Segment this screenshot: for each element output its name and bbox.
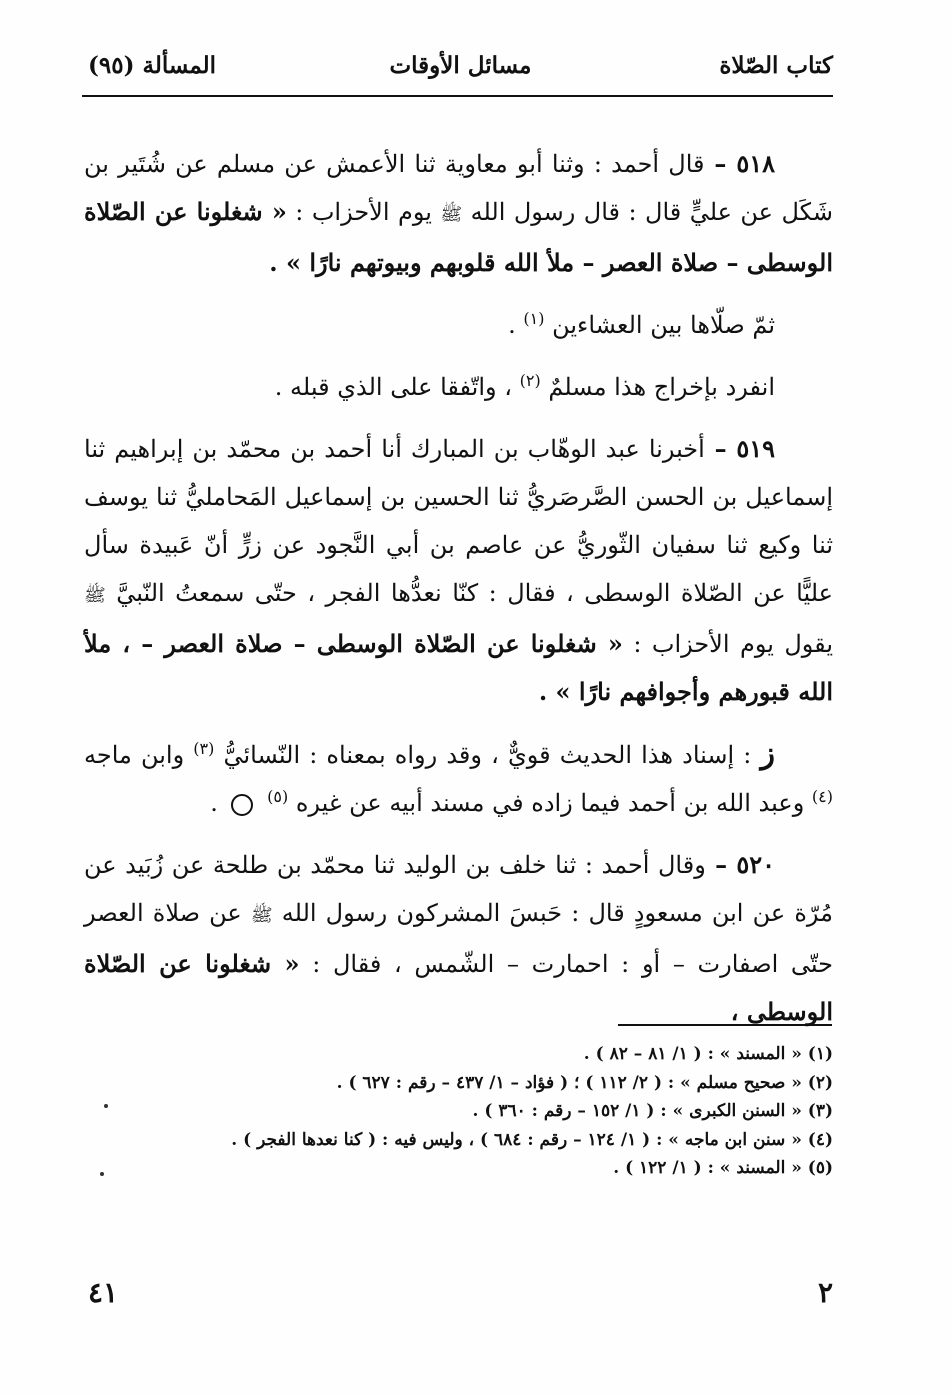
hadith-number: ٥٢٠ –: [705, 850, 775, 879]
hadith-quote: « شغلونا عن الصّلاة الوسطى – صلاة العصر – ملأ الله قلوبهم وبيوتهم نارًا » .: [84, 197, 833, 277]
footnote-ref: (٥): [267, 787, 289, 806]
hadith-text: يوم الأحزاب :: [286, 198, 441, 226]
comment-text: ثمّ صلّاها بين العشاءين: [552, 311, 775, 339]
scan-speck: [100, 1172, 104, 1176]
footnote-1: (١) « المسند » : ( ١/ ٨١ – ٨٢ ) .: [583, 1044, 833, 1064]
paragraph-519: [84, 425, 833, 716]
paragraph-520: [84, 841, 833, 1036]
footnote-5: (٥) « المسند » : ( ١/ ١٢٢ ) .: [613, 1158, 833, 1178]
comment-end: ، واتّفقا على الذي قبله .: [274, 373, 520, 401]
zawaid-mark: ز: [760, 736, 775, 771]
issue-number: المسألة (٩٥): [88, 52, 217, 79]
scan-speck: [104, 1104, 108, 1108]
paragraph-518: [84, 140, 833, 287]
hadith-quote: « شغلونا عن الصّلاة الوسطى ،: [84, 949, 833, 1026]
running-header: [88, 48, 833, 90]
footnote-3: (٣) « السنن الكبرى » : ( ١/ ١٥٢ – رقم : ٣٦٠ ) .: [472, 1101, 833, 1121]
footnote-ref: (٣): [193, 739, 215, 758]
paragraph-518-note: [84, 301, 833, 349]
comment-end: .: [508, 311, 524, 339]
comment-text: وابن ماجه: [84, 741, 194, 769]
paragraph-zawaid: [84, 730, 833, 827]
hadith-quote: « شغلونا عن الصّلاة الوسطى – صلاة العصر – ، ملأ الله قبورهم وأجوافهم نارًا » .: [84, 629, 833, 706]
footnote-4: (٤) « سنن ابن ماجه » : ( ١/ ١٢٤ – رقم : ٦٨٤ ) ، وليس فيه : ( كنا نعدها الفجر ) .: [231, 1129, 833, 1150]
hadith-number: ٥١٩ –: [704, 434, 775, 463]
end-circle-icon: [231, 794, 253, 816]
book-title: كتاب الصّلاة: [719, 52, 833, 79]
hadith-number: ٥١٨ –: [704, 149, 775, 178]
salutation-glyph: ﷺ: [250, 905, 273, 926]
salutation-glyph: ﷺ: [84, 585, 106, 606]
paragraph-518-attribution: [84, 363, 833, 411]
header-rule: [82, 95, 833, 97]
footnote-ref: (٤): [811, 787, 833, 806]
hadith-chain: أخبرنا عبد الوهّاب بن المبارك أنا أحمد بن محمّد بن إبراهيم ثنا إسماعيل بن الحسن الصَّرصَريُّ ثنا الحسين بن إسماعيل المَحامليُّ ثنا يوسف ثنا وكيع ثنا سفيان الثّوريُّ عن عاصم بن أبي النَّجود عن زرٍّ أنّ عَبيدة سأل عليًّا عن الصّلاة الوسطى ، فقال : كنّا نعدُّها الفجر ، حتّى سمعتُ النّبيَّ: [84, 435, 833, 607]
footnote-ref: (١): [523, 309, 545, 328]
comment-text: : إسناد هذا الحديث قويٌّ ، وقد رواه بمعناه : النّسائيُّ: [223, 741, 761, 769]
footnote-ref: (٢): [519, 371, 541, 390]
footnote-rule: [618, 1024, 832, 1026]
footnotes: [84, 1040, 833, 1183]
page-footer: [88, 1276, 833, 1312]
main-text: [84, 140, 833, 1050]
hadith-chain: قال أحمد : وثنا أبو معاوية ثنا الأعمش عن مسلم عن شُتَير بن شَكَل عن عليٍّ قال : قال رسول الله: [84, 150, 833, 226]
volume-number: ٢: [817, 1276, 833, 1309]
hadith-text: يقول يوم الأحزاب :: [622, 630, 833, 658]
comment-text: وعبد الله بن أحمد فيما زاده في مسند أبيه عن غيره: [295, 789, 812, 817]
page-number: ٤١: [88, 1276, 119, 1309]
comment-text: انفرد بإخراج هذا مسلمٌ: [548, 373, 775, 401]
footnote-2: (٢) « صحيح مسلم » : ( ٢/ ١١٢ ) ؛ ( فؤاد – ١/ ٤٣٧ – رقم : ٦٢٧ ) .: [336, 1072, 833, 1093]
comment-end: .: [210, 789, 226, 817]
chapter-title: مسائل الأوقات: [389, 52, 532, 79]
hadith-text: عن صلاة العصر حتّى اصفارت – أو : احمارت – الشّمس ، فقال :: [84, 899, 833, 978]
salutation-glyph: ﷺ: [440, 204, 463, 225]
hadith-chain: وقال أحمد : ثنا خلف بن الوليد ثنا محمّد بن طلحة عن زُبَيد عن مُرّة عن ابن مسعودٍ قال : حَبسَ المشركون رسول الله: [84, 851, 833, 927]
